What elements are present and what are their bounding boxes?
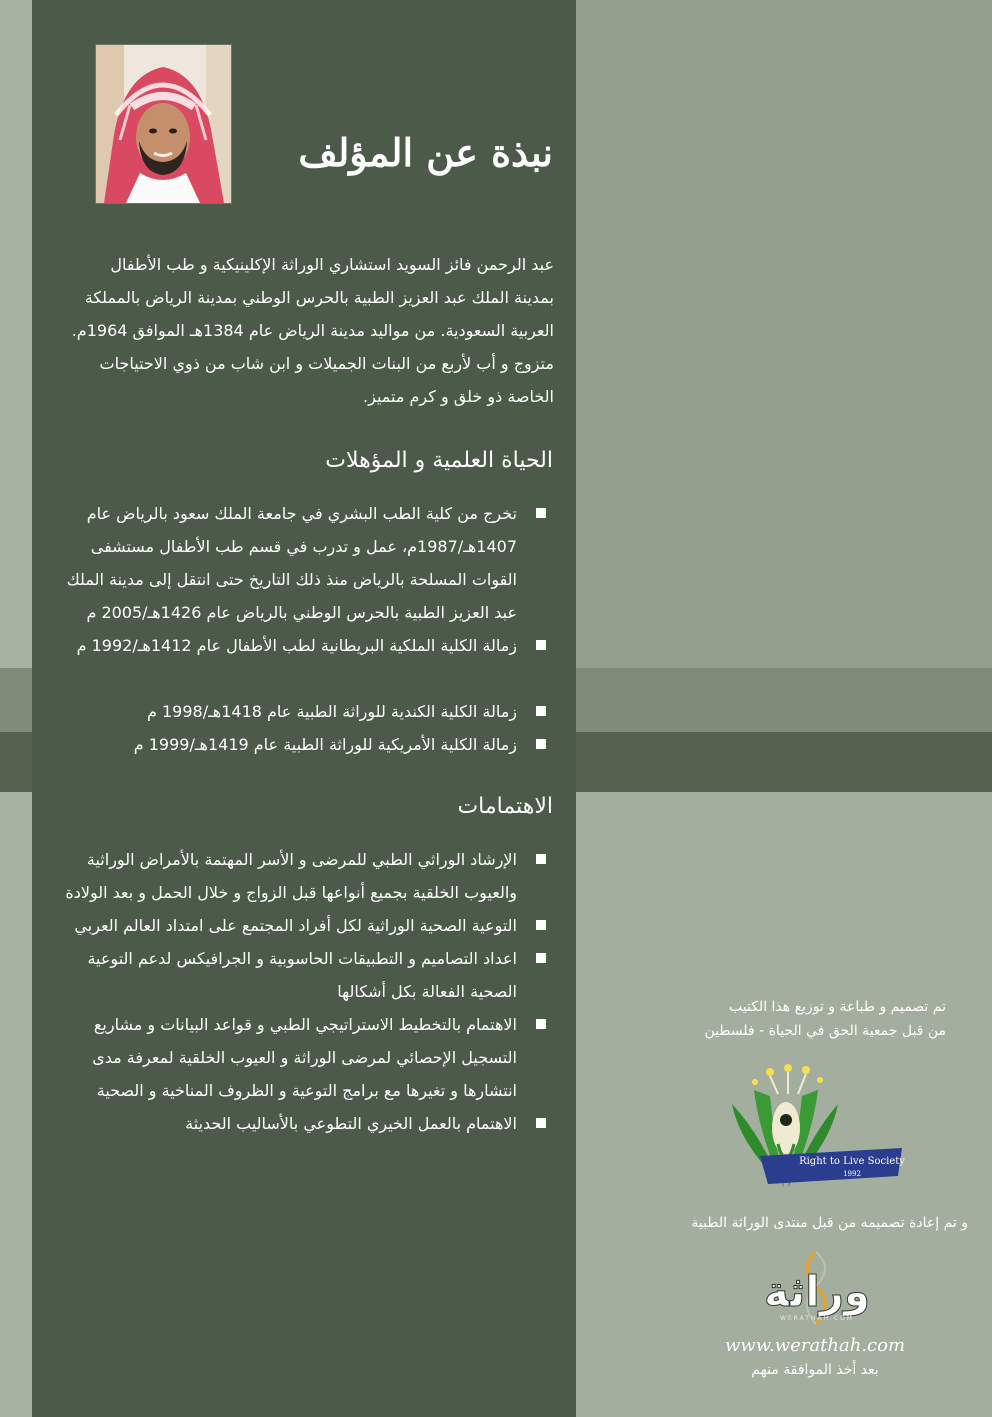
bio-line: متزوج و أب لأربع من البنات الجميلات و ابن شاب من ذوي الاحتياجات (99, 354, 554, 373)
author-bio (54, 248, 554, 413)
society-logo-name: Right to Live Society (799, 1156, 905, 1167)
society-logo-year: 1992 (843, 1170, 861, 1178)
website-url[interactable]: www.werathah.com (724, 1335, 906, 1356)
werathah-logo (742, 1250, 892, 1330)
qualifications-heading: الحياة العلمية و المؤهلات (325, 448, 553, 473)
page-title: نبذة عن المؤلف (298, 130, 553, 175)
qualification-item: زمالة الكلية الملكية البريطانية لطب الأطفال عام 1412هـ/1992 م (54, 629, 554, 662)
bio-line: عبد الرحمن فائز السويد استشاري الوراثة الإكلينيكية و طب الأطفال (110, 255, 554, 274)
qualification-item: تخرج من كلية الطب البشري في جامعة الملك سعود بالرياض عام 1407هـ/1987م، عمل و تدرب في قسم طب الأطفال مستشفى القوات المسلحة بالرياض منذ ذلك التاريخ حتى انتقل إلى مدينة الملك عبد العزيز الطبية بالحرس الوطني بالرياض عام 1426هـ/2005 م (54, 497, 554, 629)
interest-item: الاهتمام بالتخطيط الاستراتيجي الطبي و قواعد البيانات و مشاريع التسجيل الإحصائي لمرضى الوراثة و العيوب الخلقية لمعرفة مدى انتشارها و تغيرها مع برامج التوعية و الظروف المناخية و الصحية (54, 1008, 554, 1107)
interest-item: الإرشاد الوراثي الطبي للمرضى و الأسر المهتمة بالأمراض الوراثية والعيوب الخلقية بجميع أنواعها قبل الزواج و خلال الحمل و بعد الولادة (54, 843, 554, 909)
bio-line: الخاصة ذو خلق و كرم متميز. (363, 387, 554, 406)
interests-heading: الاهتمامات (457, 794, 553, 819)
print-credit (600, 995, 946, 1043)
interest-item: اعداد التصاميم و التطبيقات الحاسوبية و الجرافيكس لدعم التوعية الصحية الفعالة بكل أشكالها (54, 942, 554, 1008)
interest-item: الاهتمام بالعمل الخيري التطوعي بالأساليب الحديثة (54, 1107, 554, 1140)
right-to-live-society-logo (720, 1064, 910, 1194)
consent-note: بعد أخذ الموافقة منهم (751, 1362, 879, 1378)
print-credit-line: تم تصميم و طباعة و توزيع هذا الكتيب (729, 999, 946, 1015)
qualifications-list (54, 497, 554, 662)
interests-list (54, 843, 554, 1140)
werathah-logo-text: وراثة (764, 1267, 870, 1316)
qualifications-list-fellowships (54, 695, 554, 761)
bio-line: بمدينة الملك عبد العزيز الطبية بالحرس الوطني بمدينة الرياض بالمملكة (84, 288, 554, 307)
redesign-credit: و تم إعادة تصميمه من قبل منتدى الوراثة الطبية (691, 1215, 968, 1231)
qualification-item: زمالة الكلية الكندية للوراثة الطبية عام 1418هـ/1998 م (54, 695, 554, 728)
interest-item: التوعية الصحية الوراثية لكل أفراد المجتمع على امتداد العالم العربي (54, 909, 554, 942)
bio-line: العربية السعودية. من مواليد مدينة الرياض عام 1384هـ الموافق 1964م. (71, 321, 554, 340)
werathah-logo-subtext: WERATHAH.COM (780, 1315, 854, 1322)
author-photo (96, 45, 231, 203)
print-credit-line: من قبل جمعية الحق في الحياة - فلسطين (704, 1023, 946, 1039)
qualification-item: زمالة الكلية الأمريكية للوراثة الطبية عام 1419هـ/1999 م (54, 728, 554, 761)
author-panel (32, 0, 576, 1417)
